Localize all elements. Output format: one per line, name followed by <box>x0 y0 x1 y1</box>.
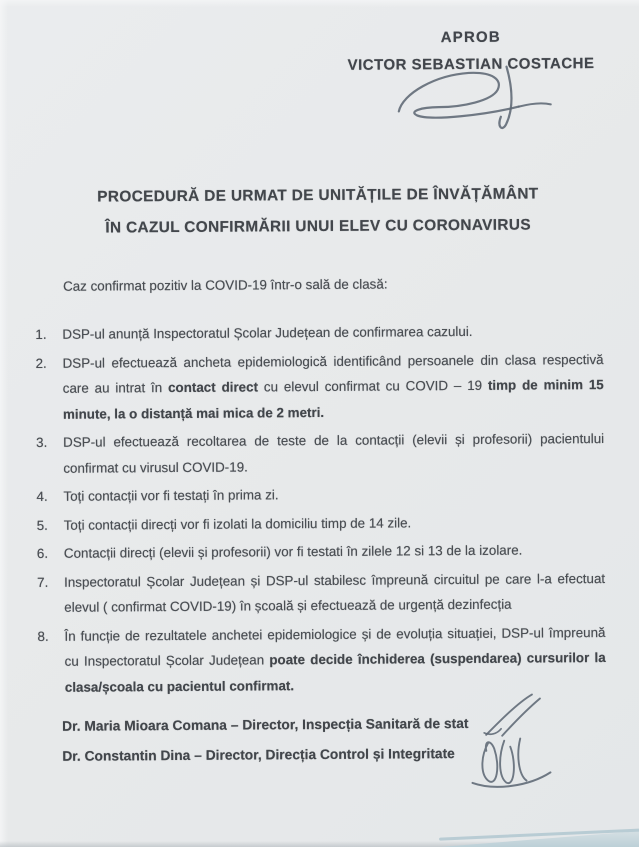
approver-name: VICTOR SEBASTIAN COSTACHE <box>347 55 595 74</box>
procedure-item <box>37 620 606 700</box>
item-text: Toți contacții vor fi testați în prima zi. <box>63 487 279 504</box>
approver-signature-icon <box>390 62 555 133</box>
procedure-item <box>37 566 605 621</box>
document-title-line-2: ÎN CAZUL CONFIRMĂRII UNUI ELEV CU CORONAVIRUS <box>105 216 531 237</box>
signatory-line-1: Dr. Maria Mioara Comana – Director, Inspecția Sanitară de stat <box>62 715 469 734</box>
item-text: DSP-ul anunță Inspectoratul Școlar Județean de confirmarea cazului. <box>62 323 473 342</box>
document-title <box>0 178 638 244</box>
signatory-1-signature-icon <box>480 692 550 737</box>
item-text: DSP-ul efectuează recoltarea de teste de la contacții (elevii și profesorii) pacientului confirmat cu virusul COVID-19. <box>63 431 605 476</box>
item-number: 3. <box>36 434 48 450</box>
item-text-bold: poate decide închiderea (suspendarea) cursurilor la clasa/școala cu pacientul confirmat. <box>64 650 606 695</box>
procedure-item <box>35 347 604 427</box>
item-text: Inspectoratul Școlar Județean și DSP-ul stabilesc împreună circuitul pe care l-a efectuat elevul ( confirmat COVID-19) în școală și efectuează de urgență dezinfecția <box>64 570 606 615</box>
document-title-line-1: PROCEDURĂ DE URMAT DE UNITĂȚILE DE ÎNVĂȚĂMÂNT <box>97 185 539 206</box>
procedure-item <box>35 318 603 347</box>
procedure-list <box>35 318 606 703</box>
item-number: 1. <box>35 326 47 342</box>
item-number: 4. <box>36 488 48 504</box>
signatories-block <box>62 709 469 772</box>
item-number: 6. <box>36 545 49 561</box>
item-text: Contacții direcți (elevii și profesorii) vor fi testati în zilele 12 si 13 de la izolare. <box>63 542 523 561</box>
item-text-bold: timp de minim 15 minute, la o distanță mai mica de 2 metri. <box>62 377 604 422</box>
item-text: Toți contacții direcți vor fi izolati la domiciliu timp de 14 zile. <box>63 514 412 533</box>
approval-stamp-label: APROB <box>440 28 501 47</box>
item-text: DSP-ul efectuează ancheta epidemiologică identificând persoanele din clasa respectivă care au intrat în <box>62 351 604 396</box>
item-text-bold: contact direct <box>168 379 259 396</box>
intro-line: Caz confirmat pozitiv la COVID-19 într-o sală de clasă: <box>62 276 388 294</box>
signatory-2-signature-icon <box>470 736 552 791</box>
procedure-item <box>36 426 604 481</box>
item-number: 2. <box>35 355 47 371</box>
item-text: În funcție de rezultatele anchetei epidemiologice și de evoluția situației, DSP-ul împreună cu Inspectoratul Școlar Județean <box>64 624 606 669</box>
procedure-item <box>37 537 605 566</box>
item-text: cu elevul confirmat cu COVID – 19 <box>257 377 488 395</box>
item-number: 5. <box>36 517 48 533</box>
procedure-item <box>37 509 605 538</box>
procedure-item <box>36 480 604 509</box>
item-number: 7. <box>37 574 49 590</box>
signatory-line-2: Dr. Constantin Dina – Director, Direcția Control și Integritate <box>62 746 455 764</box>
item-number: 8. <box>37 628 49 644</box>
